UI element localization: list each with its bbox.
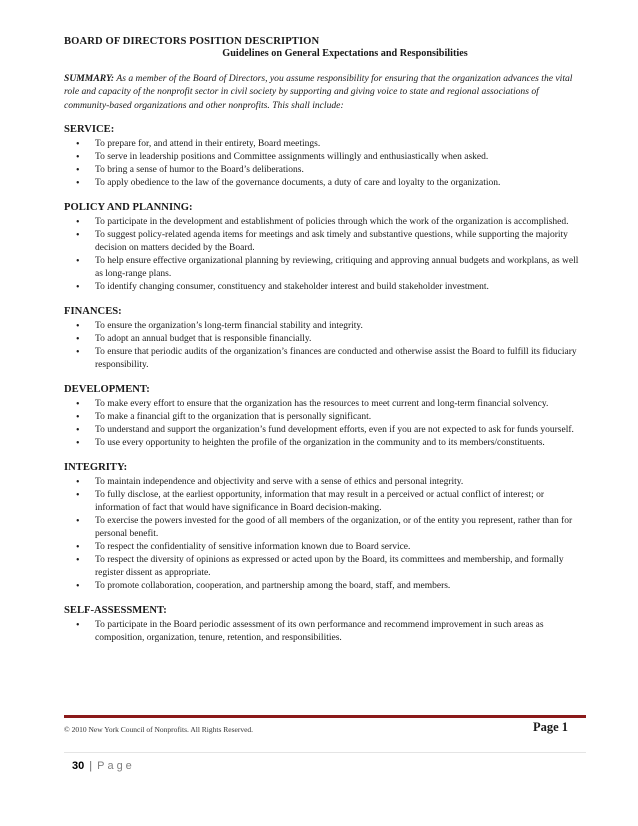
footer-page-label: Page 1 xyxy=(533,720,569,734)
bullet-list xyxy=(64,398,586,450)
section-heading: INTEGRITY: xyxy=(64,462,128,474)
section-heading: POLICY AND PLANNING: xyxy=(64,202,193,214)
bullet-icon: • xyxy=(76,256,80,268)
list-item-text: To make a financial gift to the organization that is personally significant. xyxy=(95,412,372,423)
list-item xyxy=(64,515,586,541)
page-number-word: Page xyxy=(97,760,135,772)
list-item-text: To exercise the powers invested for the good of all members of the organization, or of the entity you represent, rather than for personal benefit. xyxy=(95,516,573,540)
summary-text: As a member of the Board of Directors, you assume responsibility for ensuring that the organization advances the vital role and capacity of the nonprofit sector in civil society by supporting and giving voice to state and regional associations of community-based organizations and other nonprofits. This shall include: xyxy=(64,73,573,111)
document-title: BOARD OF DIRECTORS POSITION DESCRIPTION xyxy=(64,36,320,47)
list-item xyxy=(64,255,586,281)
bullet-icon: • xyxy=(76,438,80,450)
list-item-text: To ensure that periodic audits of the organization’s finances are conducted and otherwise assist the Board to fulfill its fiduciary responsibility. xyxy=(95,347,577,371)
bullet-icon: • xyxy=(76,152,80,164)
list-item xyxy=(64,151,586,164)
bullet-icon: • xyxy=(76,217,80,229)
list-item-text: To fully disclose, at the earliest opportunity, information that may result in a perceived or actual conflict of interest; or information of fact that would have significance in Board decision-making. xyxy=(95,490,545,514)
list-item-text: To respect the diversity of opinions as expressed or acted upon by the Board, its committees and membership, and formally register dissent as appropriate. xyxy=(95,555,564,579)
bullet-list xyxy=(64,320,586,372)
list-item-text: To understand and support the organization’s fund development efforts, even if you are not expected to ask for funds yourself. xyxy=(95,425,574,436)
document-subtitle: Guidelines on General Expectations and Responsibilities xyxy=(222,48,468,59)
list-item-text: To identify changing consumer, constituency and stakeholder interest and build stakeholder investment. xyxy=(95,282,489,293)
page-number xyxy=(72,760,135,772)
section xyxy=(64,604,586,645)
list-item-text: To serve in leadership positions and Committee assignments willingly and enthusiastically when asked. xyxy=(95,152,489,163)
bullet-icon: • xyxy=(76,230,80,242)
list-item xyxy=(64,333,586,346)
section-heading: DEVELOPMENT: xyxy=(64,384,150,396)
section-heading: SELF-ASSESSMENT: xyxy=(64,605,167,617)
list-item xyxy=(64,476,586,489)
section xyxy=(64,305,586,372)
list-item-text: To ensure the organization’s long-term financial stability and integrity. xyxy=(95,321,363,332)
bullet-icon: • xyxy=(76,347,80,359)
footer-rule xyxy=(64,715,586,718)
section xyxy=(64,201,586,294)
bullet-icon: • xyxy=(76,399,80,411)
section-heading: SERVICE: xyxy=(64,124,115,136)
bullet-icon: • xyxy=(76,516,80,528)
list-item xyxy=(64,398,586,411)
sections-container xyxy=(64,123,586,645)
section xyxy=(64,461,586,593)
list-item xyxy=(64,229,586,255)
section xyxy=(64,123,586,190)
page-divider xyxy=(64,752,586,753)
list-item xyxy=(64,320,586,333)
list-item-text: To apply obedience to the law of the governance documents, a duty of care and loyalty to the organization. xyxy=(95,178,501,189)
list-item-text: To bring a sense of humor to the Board’s deliberations. xyxy=(95,165,304,176)
list-item xyxy=(64,138,586,151)
bullet-icon: • xyxy=(76,542,80,554)
list-item-text: To prepare for, and attend in their entirety, Board meetings. xyxy=(95,139,321,150)
document-body xyxy=(64,36,586,645)
bullet-icon: • xyxy=(76,412,80,424)
list-item xyxy=(64,164,586,177)
list-item xyxy=(64,177,586,190)
list-item-text: To adopt an annual budget that is responsible financially. xyxy=(95,334,312,345)
bullet-icon: • xyxy=(76,165,80,177)
list-item xyxy=(64,411,586,424)
bullet-icon: • xyxy=(76,555,80,567)
list-item-text: To participate in the Board periodic assessment of its own performance and recommend improvement in such areas as composition, organization, tenure, retention, and responsibilities. xyxy=(95,620,544,644)
page-number-separator: | xyxy=(89,760,93,772)
list-item xyxy=(64,437,586,450)
bullet-list xyxy=(64,138,586,190)
list-item-text: To maintain independence and objectivity and serve with a sense of ethics and personal integrity. xyxy=(95,477,464,488)
bullet-icon: • xyxy=(76,620,80,632)
bullet-list xyxy=(64,476,586,593)
section xyxy=(64,383,586,450)
list-item-text: To promote collaboration, cooperation, and partnership among the board, staff, and members. xyxy=(95,581,451,592)
page-number-value: 30 xyxy=(72,760,85,772)
list-item xyxy=(64,489,586,515)
bullet-icon: • xyxy=(76,490,80,502)
list-item xyxy=(64,424,586,437)
bullet-icon: • xyxy=(76,178,80,190)
list-item xyxy=(64,580,586,593)
summary-paragraph xyxy=(64,72,586,112)
bullet-icon: • xyxy=(76,334,80,346)
summary-label: SUMMARY: xyxy=(64,73,115,84)
list-item xyxy=(64,216,586,229)
list-item-text: To participate in the development and establishment of policies through which the work of the organization is accomplished. xyxy=(95,217,569,228)
list-item-text: To suggest policy-related agenda items for meetings and ask timely and substantive questions, while supporting the majority decision on matters decided by the Board. xyxy=(95,230,568,254)
bullet-list xyxy=(64,216,586,294)
section-heading: FINANCES: xyxy=(64,306,122,318)
list-item-text: To help ensure effective organizational planning by reviewing, critiquing and approving annual budgets and workplans, as well as long-range plans. xyxy=(95,256,579,280)
bullet-icon: • xyxy=(76,282,80,294)
list-item xyxy=(64,346,586,372)
list-item-text: To make every effort to ensure that the organization has the resources to meet current and long-term financial solvency. xyxy=(95,399,549,410)
bullet-icon: • xyxy=(76,425,80,437)
list-item xyxy=(64,554,586,580)
list-item xyxy=(64,541,586,554)
footer-copyright: © 2010 New York Council of Nonprofits. All Rights Reserved. xyxy=(64,725,254,734)
list-item xyxy=(64,619,586,645)
list-item-text: To use every opportunity to heighten the profile of the organization in the community and to its members/constituents. xyxy=(95,438,545,449)
bullet-icon: • xyxy=(76,321,80,333)
bullet-icon: • xyxy=(76,581,80,593)
bullet-icon: • xyxy=(76,139,80,151)
bullet-icon: • xyxy=(76,477,80,489)
list-item-text: To respect the confidentiality of sensitive information known due to Board service. xyxy=(95,542,411,553)
list-item xyxy=(64,281,586,294)
bullet-list xyxy=(64,619,586,645)
